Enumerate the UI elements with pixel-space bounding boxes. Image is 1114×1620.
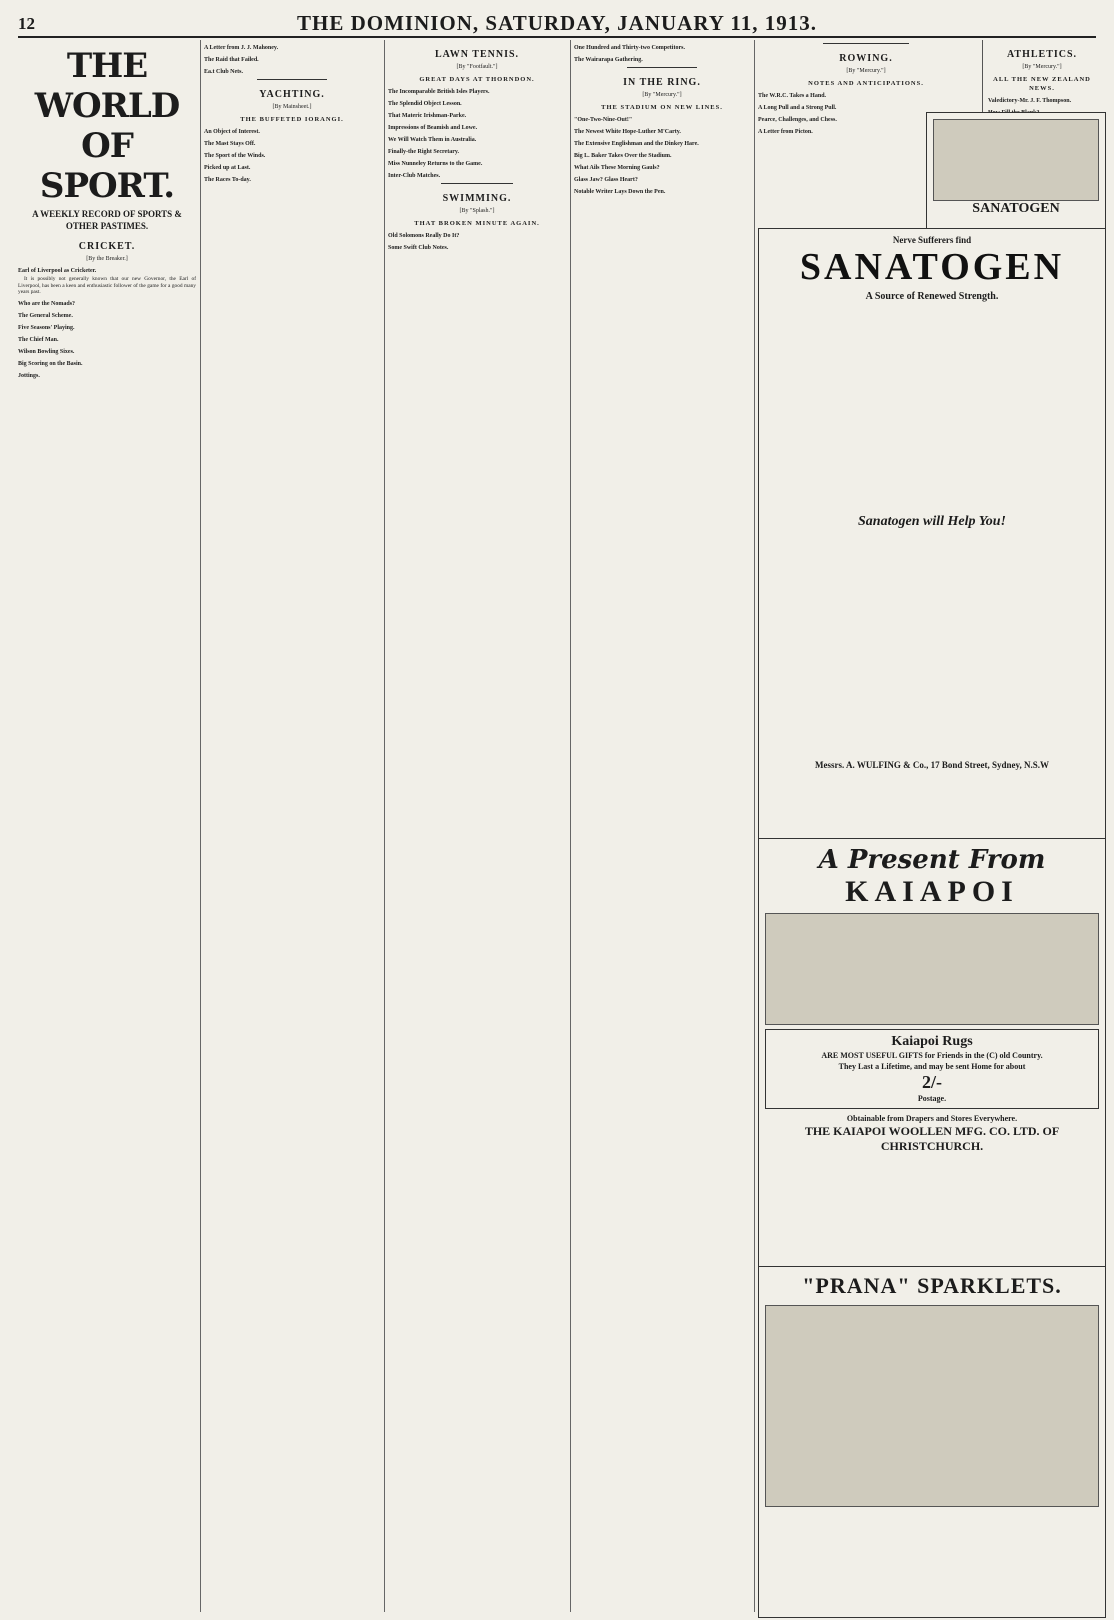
article-subhead: An Object of Interest.	[204, 129, 260, 135]
article-subhead: The General Scheme.	[18, 312, 73, 319]
in-the-ring-subheading: THE STADIUM ON NEW LINES.	[601, 104, 723, 111]
athletics-byline: [By "Mercury."]	[1022, 64, 1062, 70]
section-subtitle: A WEEKLY RECORD OF SPORTS & OTHER PASTIMES.	[32, 209, 182, 231]
article-subhead: Five Seasons' Playing.	[18, 324, 75, 331]
kaiapoi-ad	[758, 838, 1106, 1274]
lawn-tennis-subheading: GREAT DAYS AT THORNDON.	[419, 76, 535, 83]
column-letters-yachting	[204, 40, 380, 1612]
article-subhead: Inter-Club Matches.	[388, 173, 441, 179]
sanatogen-logo-ad	[926, 112, 1106, 234]
kaiapoi-present: A Present From	[818, 845, 1046, 875]
sanatogen-address: Messrs. A. WULFING & Co., 17 Bond Street, Sydney, N.S.W	[815, 760, 1049, 770]
article-subhead: Notable Writer Lays Down the Pen.	[574, 189, 666, 195]
article-subhead: Ea.t Club Nets.	[204, 69, 244, 75]
sanatogen-brand: SANATOGEN	[799, 246, 1065, 288]
swimming-heading: SWIMMING.	[442, 193, 512, 204]
rowing-byline: [By "Mercury."]	[846, 68, 886, 74]
swimming-subheading: THAT BROKEN MINUTE AGAIN.	[414, 220, 540, 227]
masthead	[18, 10, 1096, 38]
article-subhead: The Newest White Hope-Luther M'Carty.	[574, 129, 681, 135]
article-subhead: A Letter from Picton.	[758, 129, 813, 135]
yachting-subheading: THE BUFFETED IORANGI.	[240, 116, 344, 123]
article-subhead: The Extensive Englishman and the Dinkey Hare.	[574, 141, 699, 147]
article-subhead: The Mast Stays Off.	[204, 141, 256, 147]
yachting-heading: YACHTING.	[259, 89, 325, 100]
column-rule	[754, 40, 755, 1612]
article-subhead: The W.R.C. Takes a Hand.	[758, 93, 827, 99]
kaiapoi-postage: Postage.	[917, 1094, 947, 1103]
article-subhead: Picked up at Last.	[204, 165, 251, 171]
kaiapoi-brand: KAIAPOI	[845, 875, 1019, 908]
cricket-byline: [By the Breaker.]	[86, 256, 128, 262]
article-subhead: The Races To-day.	[204, 177, 251, 183]
article-subhead: Old Solomons Really Do It?	[388, 233, 460, 239]
article-subhead: That Materic Irishman-Parke.	[388, 113, 467, 119]
sanatogen-headline: Nerve Sufferers find	[892, 235, 972, 245]
body-text	[765, 308, 1099, 508]
article-subhead: Finally-the Right Secretary.	[388, 149, 460, 155]
yachting-byline: [By Mainsheet.]	[272, 104, 312, 110]
rowing-subheading: NOTES AND ANTICIPATIONS.	[808, 80, 924, 87]
article-subhead: Glass Jaw? Glass Heart?	[574, 177, 638, 183]
article-subhead: Miss Nunneley Returns to the Game.	[388, 161, 483, 167]
column-rule	[200, 40, 201, 1612]
body-text	[765, 1513, 1099, 1613]
prana-ad	[758, 1266, 1106, 1618]
kaiapoi-lifetime: They Last a Lifetime, and may be sent Home for about	[838, 1062, 1026, 1071]
article-subhead: The Wairarapa Gathering.	[574, 57, 643, 63]
article-subhead: A Letter from J. J. Mahoney.	[204, 45, 279, 51]
cricket-heading: CRICKET.	[78, 241, 136, 252]
in-the-ring-heading: IN THE RING.	[623, 77, 701, 88]
prana-illustration	[765, 1305, 1099, 1507]
article-subhead: A Long Pull and a Strong Pull.	[758, 105, 837, 111]
page-number: 12	[18, 14, 35, 33]
article-subhead: Big L. Baker Takes Over the Stadium.	[574, 153, 672, 159]
lawn-tennis-byline: [By "Footfault."]	[456, 64, 498, 70]
sanatogen-help: Sanatogen will Help You!	[858, 514, 1006, 529]
kaiapoi-illustration	[765, 913, 1099, 1025]
article-subhead: Some Swift Club Notes.	[388, 245, 449, 251]
article-subhead: One Hundred and Thirty-two Competitors.	[574, 45, 685, 51]
kaiapoi-price: 2/-	[922, 1072, 942, 1092]
kaiapoi-obtainable: Obtainable from Drapers and Stores Everywhere.	[846, 1114, 1018, 1123]
article-subhead: "One-Two-Nine-Out!"	[574, 117, 633, 123]
sanatogen-label: SANATOGEN	[972, 201, 1060, 216]
article-subhead: We Will Watch Them in Australia.	[388, 137, 477, 143]
rowing-heading: ROWING.	[839, 53, 893, 64]
article-subhead: Earl of Liverpool as Cricketer.	[18, 268, 97, 274]
article-subhead: Valedictory-Mr. J. F. Thompson.	[988, 98, 1072, 104]
sanatogen-ad	[758, 228, 1106, 846]
article-subhead: Big Scoring on the Basin.	[18, 360, 83, 367]
article-subhead: Jottings.	[18, 372, 40, 379]
sanatogen-illustration	[933, 119, 1099, 201]
article-subhead: Who are the Nomads?	[18, 300, 76, 307]
sanatogen-tagline: A Source of Renewed Strength.	[865, 291, 999, 302]
swimming-byline: [By "Splash."]	[459, 208, 495, 214]
kaiapoi-gifts: ARE MOST USEFUL GIFTS for Friends in the (C) old Country.	[821, 1051, 1043, 1060]
article-subhead: The Splendid Object Lesson.	[388, 101, 462, 107]
column-rule	[570, 40, 571, 1612]
article-subhead: Pearce, Challenges, and Chess.	[758, 117, 837, 123]
article-subhead: The Incomparable British Isles Players.	[388, 89, 490, 95]
athletics-heading: ATHLETICS.	[1006, 49, 1078, 60]
prana-brand: "PRANA" SPARKLETS.	[802, 1273, 1062, 1298]
article-subhead: Wilson Bowling Sixes.	[18, 348, 75, 355]
kaiapoi-rugs: Kaiapoi Rugs	[891, 1034, 973, 1049]
kaiapoi-mill: THE KAIAPOI WOOLLEN MFG. CO. LTD. OF CHRISTCHURCH.	[804, 1124, 1060, 1153]
article-subhead: Impressions of Beamish and Lowe.	[388, 125, 478, 131]
article-subhead: The Chief Man.	[18, 336, 59, 343]
article-subhead: What Ails These Morning Gauls?	[574, 165, 660, 171]
column-cricket	[18, 40, 196, 1612]
section-title: THE WORLD OF SPORT.	[34, 46, 180, 206]
article-paragraph: It is possibly not generally known that our new Governor, the Earl of Liverpool, has been a keen and enthusiastic follower of the game for a good many years past.	[18, 276, 196, 296]
column-rule	[384, 40, 385, 1612]
column-boxing	[574, 40, 750, 1612]
article-subhead: The Raid that Failed.	[204, 57, 259, 63]
column-tennis-swimming	[388, 40, 566, 1612]
athletics-subheading: ALL THE NEW ZEALAND NEWS.	[993, 76, 1091, 92]
newspaper-title: THE DOMINION, SATURDAY, JANUARY 11, 1913.	[296, 11, 817, 35]
body-text	[765, 536, 1099, 756]
article-subhead: The Sport of the Winds.	[204, 153, 266, 159]
in-the-ring-byline: [By "Mercury."]	[642, 92, 682, 98]
lawn-tennis-heading: LAWN TENNIS.	[434, 49, 520, 60]
